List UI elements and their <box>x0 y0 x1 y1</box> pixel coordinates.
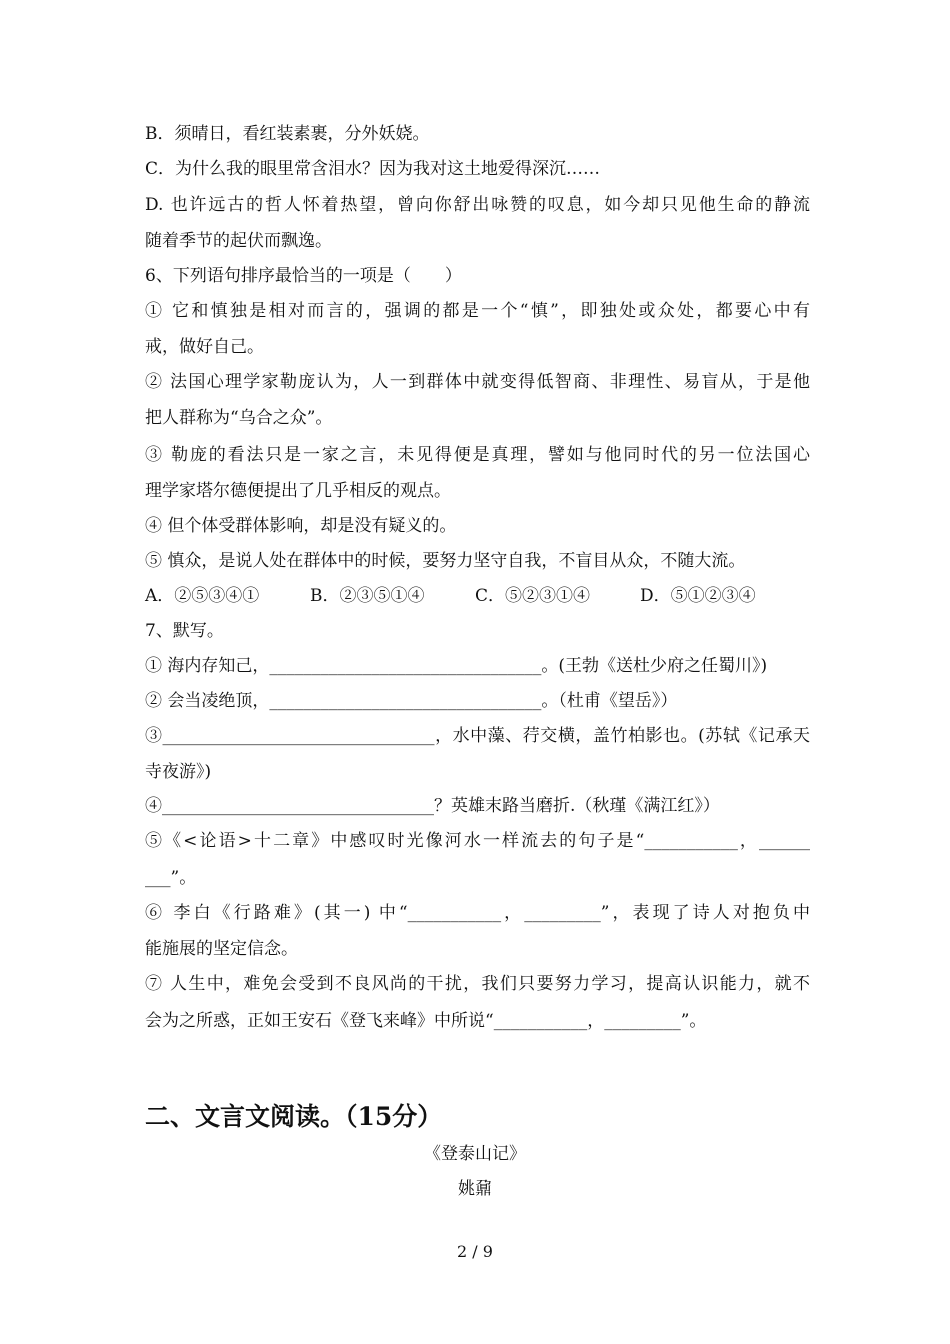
page-number: 2 / 9 <box>457 1242 493 1261</box>
dictation-3[interactable]: ③________________________________，水中藻、荇交横，盖竹柏影也。(苏轼《记承天 <box>145 726 810 746</box>
question-6-title: 6、下列语句排序最恰当的一项是（ ） <box>145 266 462 286</box>
poem-title: 《登泰山记》 <box>424 1144 526 1164</box>
answer-option-b[interactable]: B．②③⑤①④ <box>310 586 425 606</box>
dictation-1[interactable]: ① 海内存知己，________________________________。(王勃《送杜少府之任蜀川》) <box>145 656 768 676</box>
question-7-title: 7、默写。 <box>145 621 224 641</box>
sentence-2: ② 法国心理学家勒庞认为，人一到群体中就变得低智商、非理性、易盲从，于是他 <box>145 372 810 392</box>
sentence-3-cont: 理学家塔尔德便提出了几乎相反的观点。 <box>145 481 451 501</box>
answer-option-d[interactable]: D．⑤①②③④ <box>640 586 756 606</box>
option-b-line: B．须晴日，看红装素裹，分外妖娆。 <box>145 124 430 144</box>
dictation-6[interactable]: ⑥ 李白《行路难》(其一) 中“___________，_________”，表现了诗人对抱负中 <box>145 903 810 923</box>
sentence-5: ⑤ 慎众，是说人处在群体中的时候，要努力坚守自我，不盲目从众，不随大流。 <box>145 551 746 571</box>
dictation-5[interactable]: ⑤《<论语>十二章》中感叹时光像河水一样流去的句子是“___________，______ <box>145 831 810 851</box>
dictation-6-cont: 能施展的坚定信念。 <box>145 939 298 959</box>
answer-option-c[interactable]: C．⑤②③①④ <box>475 586 591 606</box>
option-c-line: C．为什么我的眼里常含泪水？因为我对这土地爱得深沉…… <box>145 159 601 179</box>
answer-option-a[interactable]: A．②⑤③④① <box>145 586 260 606</box>
question-6-options <box>145 584 810 608</box>
sentence-1-cont: 戒，做好自己。 <box>145 337 264 357</box>
author-name: 姚鼐 <box>458 1179 492 1199</box>
option-d-line-cont: 随着季节的起伏而飘逸。 <box>145 231 332 251</box>
sentence-4: ④ 但个体受群体影响，却是没有疑义的。 <box>145 516 457 536</box>
dictation-2[interactable]: ② 会当凌绝顶，________________________________。（杜甫《望岳》） <box>145 691 678 711</box>
dictation-5-cont[interactable]: ___”。 <box>145 868 197 888</box>
sentence-2-cont: 把人群称为“乌合之众”。 <box>145 408 333 428</box>
dictation-4[interactable]: ④________________________________？英雄末路当磨折.（秋瑾《满江红》） <box>145 796 720 816</box>
option-d-line: D. 也许远古的哲人怀着热望，曾向你舒出咏赞的叹息，如今却只见他生命的静流 <box>145 195 810 215</box>
dictation-7-cont[interactable]: 会为之所惑，正如王安石《登飞来峰》中所说“___________，_________”。 <box>145 1011 707 1031</box>
sentence-1: ① 它和慎独是相对而言的，强调的都是一个“慎”，即独处或众处，都要心中有 <box>145 301 810 321</box>
sentence-3: ③ 勒庞的看法只是一家之言，未见得便是真理，譬如与他同时代的另一位法国心 <box>145 445 810 465</box>
section-heading: 二、文言文阅读。（15分） <box>145 1102 443 1131</box>
dictation-3-cont: 寺夜游》) <box>145 762 212 782</box>
dictation-7: ⑦ 人生中，难免会受到不良风尚的干扰，我们只要努力学习，提高认识能力，就不 <box>145 974 810 994</box>
